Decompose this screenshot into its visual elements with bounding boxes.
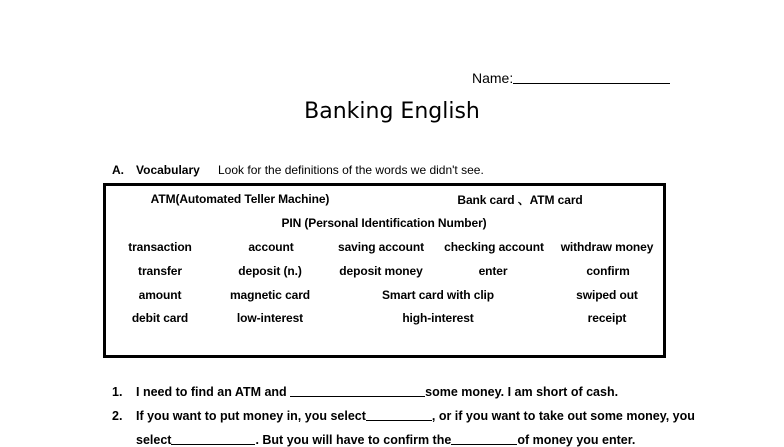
- vocab-word: enter: [478, 264, 508, 278]
- vocab-word: Smart card with clip: [381, 288, 495, 302]
- vocab-word: PIN (Personal Identification Number): [281, 216, 487, 230]
- vocab-word: checking account: [444, 240, 544, 254]
- section-label: Vocabulary: [136, 163, 200, 177]
- vocab-word: amount: [138, 288, 182, 302]
- question-text: select: [136, 433, 172, 447]
- question-number: 2.: [112, 409, 123, 423]
- question-text: , or if you want to take out some money, you: [431, 409, 695, 423]
- page-title: Banking English: [304, 99, 480, 124]
- question-1: [112, 384, 618, 399]
- vocab-word: ATM(Automated Teller Machine): [150, 192, 330, 206]
- vocab-word: deposit money: [339, 264, 423, 278]
- name-blank: [513, 69, 670, 84]
- vocab-word: Bank card 、ATM card: [457, 193, 583, 207]
- question-text: some money. I am short of cash.: [425, 385, 619, 399]
- vocab-word: debit card: [131, 311, 189, 325]
- vocab-word: saving account: [338, 240, 424, 254]
- vocab-word: high-interest: [402, 311, 474, 325]
- vocab-word: transfer: [138, 264, 182, 278]
- vocab-word: low-interest: [236, 311, 304, 325]
- question-2-continued: [112, 432, 635, 447]
- answer-blank[interactable]: [171, 432, 255, 445]
- name-field: [472, 69, 670, 86]
- answer-blank[interactable]: [290, 384, 425, 397]
- vocab-word: withdraw money: [560, 240, 654, 254]
- vocab-word: receipt: [587, 311, 627, 325]
- question-text: . But you will have to confirm the: [255, 433, 452, 447]
- section-instruction: Look for the definitions of the words we didn't see.: [218, 163, 484, 177]
- question-text: of money you enter.: [517, 433, 636, 447]
- section-header: [112, 163, 484, 177]
- vocab-word: account: [248, 240, 294, 254]
- question-2: [112, 408, 695, 423]
- question-number: 1.: [112, 385, 123, 399]
- answer-blank[interactable]: [366, 408, 432, 421]
- section-letter: A.: [112, 163, 124, 177]
- vocab-word: magnetic card: [229, 288, 311, 302]
- vocab-word: transaction: [128, 240, 192, 254]
- vocab-word: swiped out: [576, 288, 638, 302]
- name-label: Name:: [472, 70, 514, 86]
- question-text: I need to find an ATM and: [136, 385, 291, 399]
- vocab-word: confirm: [586, 264, 630, 278]
- question-text: If you want to put money in, you select: [136, 409, 366, 423]
- vocab-word: deposit (n.): [238, 264, 302, 278]
- answer-blank[interactable]: [451, 432, 517, 445]
